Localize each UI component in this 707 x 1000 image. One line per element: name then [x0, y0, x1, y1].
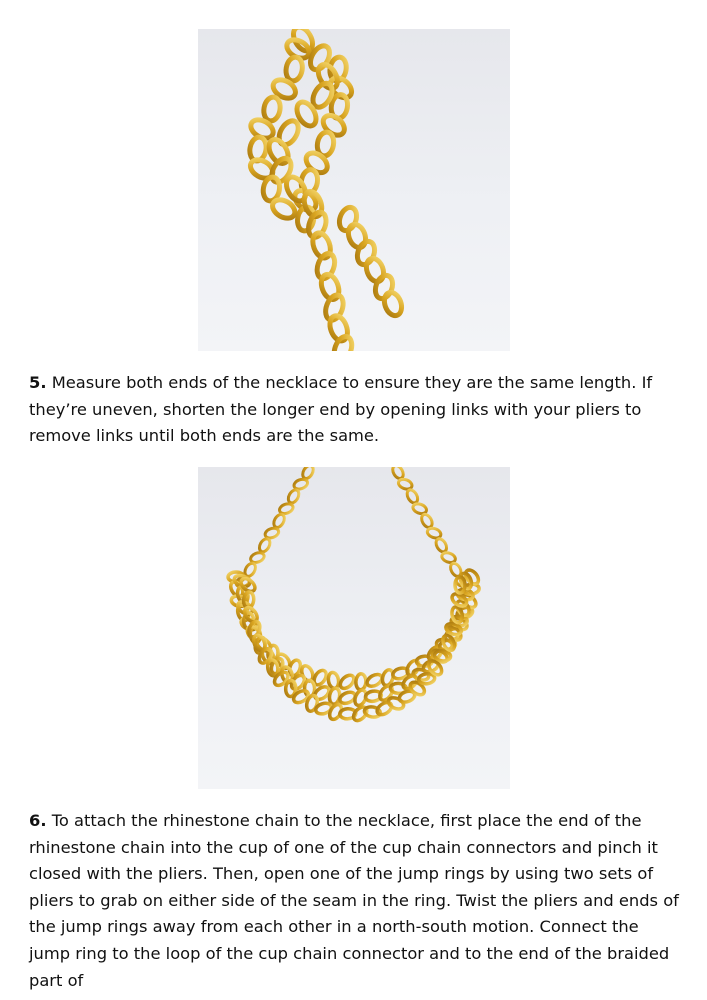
chain-link — [345, 222, 368, 250]
braided-necklace-photo — [198, 467, 510, 789]
chain-link — [327, 672, 340, 689]
step-5-number: 5. — [29, 373, 47, 392]
chain-link — [355, 674, 366, 691]
chain-link — [420, 513, 435, 530]
chain-link — [284, 56, 304, 82]
step-6-paragraph — [29, 808, 679, 994]
chain-link — [405, 488, 420, 505]
chain-link — [338, 673, 357, 691]
chain-link — [434, 650, 451, 662]
chain-link — [257, 537, 272, 554]
step-6-text: To attach the rhinestone chain to the necklace, first place the end of the rhinestone chain into the cup of one of the cup chain connectors and pinch it closed with the pliers. Then, open one of the jump rings by using two sets of pliers to grab on either side of the seam in the ring. Twist the pliers and ends of the jump rings away from each other in a north-south motion. Connect the jump ring to the loop of the cup chain connector and to the end of the braided part of — [29, 811, 679, 990]
chain-link — [363, 256, 386, 284]
braided-chain-closeup-image — [198, 29, 510, 351]
braided-necklace-image — [198, 467, 510, 789]
chain-link — [375, 700, 394, 717]
chain-link — [434, 537, 449, 554]
chain-link — [272, 513, 287, 530]
braided-chain-closeup-photo — [198, 29, 510, 351]
chain-link — [262, 96, 282, 122]
chain-link — [286, 488, 301, 505]
step-6-number: 6. — [29, 811, 47, 830]
step-5-paragraph — [29, 370, 679, 450]
chain-link — [381, 290, 404, 318]
step-5-text: Measure both ends of the necklace to ensure they are the same length. If they’re uneven, shorten the longer end by opening links with your pliers to remove links until both ends are the same. — [29, 373, 653, 446]
